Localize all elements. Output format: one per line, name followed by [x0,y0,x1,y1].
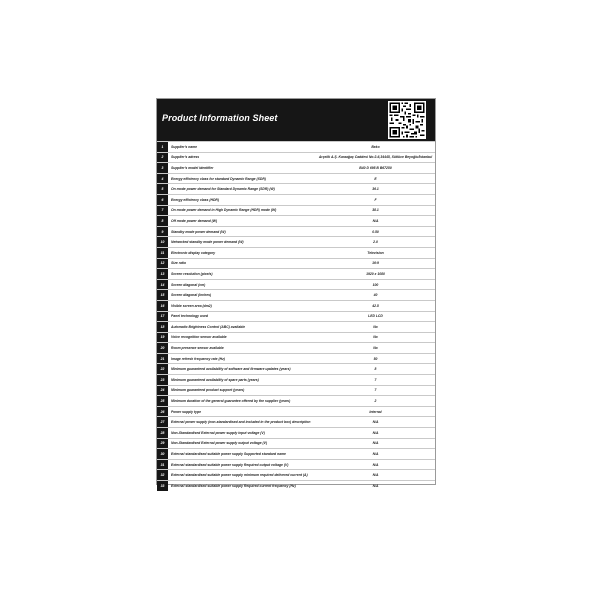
row-value: 100 [372,282,379,287]
row-number: 11 [157,248,168,258]
row-value: B40 D 695 B B67250 [359,165,392,170]
row-label: External standardised suitable power supply minimum required delivered current (A) [171,473,308,478]
row-number: 31 [157,460,168,470]
row-number: 13 [157,269,168,279]
row-number: 21 [157,354,168,364]
table-row [157,438,435,449]
row-label: Screen resolution (pixels) [171,271,213,276]
table-row [157,363,435,374]
row-value: 7 [374,388,377,393]
row-number: 32 [157,470,168,480]
table-row [157,289,435,300]
row-number: 30 [157,449,168,459]
row-number: 3 [157,163,168,173]
row-label: Non-Standardised External power supply output voltage (V) [171,441,268,446]
row-label: Automatic Brightness Control (ABC) available [171,324,246,329]
row-label: On mode power demand in High Dynamic Range (HDR) mode (W) [171,208,277,213]
row-value: 2.0 [373,240,378,245]
row-number: 8 [157,216,168,226]
row-label: Room presence sensor available [171,346,224,351]
row-value: 42.5 [372,303,379,308]
table-row [157,353,435,364]
row-number: 33 [157,481,168,491]
row-value: 0.50 [372,229,379,234]
table-row [157,258,435,269]
row-number: 19 [157,333,168,343]
row-number: 29 [157,439,168,449]
table-row [157,183,435,194]
table-row [157,205,435,216]
row-label: External standardised suitable power supply Supported standard name [171,452,286,457]
row-value: 2 [374,399,377,404]
row-label: External power supply (non-standardised and included in the product box) description [171,420,311,425]
row-value: N/A [372,473,379,478]
table-row [157,321,435,332]
row-number: 10 [157,237,168,247]
row-label: Electronic display category [171,250,216,255]
row-value: N/A [372,430,379,435]
table-row [157,469,435,480]
row-number: 26 [157,407,168,417]
table-row [157,141,435,152]
table-row [157,226,435,237]
row-number: 23 [157,375,168,385]
row-value: LED LCD [368,314,383,319]
row-label: Energy efficiency class for standard Dynamic Range (SDR) [171,176,266,181]
table-row [157,427,435,438]
row-label: Power supply type [171,409,201,414]
row-label: On mode power demand for Standard Dynamic Range (SDR) (W) [171,187,275,192]
table-row [157,480,435,491]
table-row [157,162,435,173]
table-row [157,311,435,322]
row-value: E [374,176,377,181]
row-label: External standardised suitable power supply Required output voltage (V) [171,462,289,467]
row-label: Minimum guaranteed availability of software and firmware updates (years) [171,367,291,372]
table-row [157,300,435,311]
table-row [157,416,435,427]
table-row [157,152,435,163]
sheet-title: Product Information Sheet [162,113,278,123]
table-row [157,215,435,226]
row-label: Supplier's adress [171,155,200,160]
row-number: 12 [157,259,168,269]
spec-table [157,141,435,491]
table-row [157,448,435,459]
row-value: Arçelik A.Ş. Karaağaç Caddesi No:2-6,34445, Sütlüce Beyoğlu/İstanbul [318,155,433,160]
row-label: Standby mode power demand (W) [171,229,226,234]
row-label: External standardised suitable power supply Required current frequency (Hz) [171,483,296,488]
table-row [157,247,435,258]
row-value: 40 [373,293,378,298]
table-row [157,459,435,470]
row-value: 16:9 [372,261,379,266]
product-information-sheet [156,98,436,488]
row-label: Non-Standardised External power supply input voltage (V) [171,430,265,435]
row-label: Image refresh frequency rate (Hz) [171,356,225,361]
row-value: No [373,346,378,351]
table-row [157,236,435,247]
row-number: 9 [157,227,168,237]
row-value: Television [367,250,384,255]
row-value: 8 [374,367,377,372]
row-label: Minimum guaranteed product support (years) [171,388,245,393]
table-row [157,268,435,279]
table-row [157,194,435,205]
row-value: Beko [371,144,380,149]
row-value: N/A [372,483,379,488]
row-value: N/A [372,452,379,457]
row-value: Internal [369,409,382,414]
row-number: 24 [157,386,168,396]
row-value: N/A [372,462,379,467]
sheet-header [157,99,435,141]
row-label: Screen diagonal (cm) [171,282,206,287]
row-number: 4 [157,174,168,184]
row-value: F [374,197,377,202]
row-number: 22 [157,364,168,374]
row-number: 28 [157,428,168,438]
row-number: 25 [157,396,168,406]
row-label: Supplier's name [171,144,198,149]
table-row [157,173,435,184]
row-value: 1920 x 1080 [366,271,385,276]
row-label: Panel technology used [171,314,208,319]
row-number: 6 [157,195,168,205]
row-label: Minimum guaranteed availability of spare parts (years) [171,377,259,382]
row-label: Networked standby mode power demand (W) [171,240,244,245]
row-value: N/A [372,218,379,223]
row-number: 16 [157,301,168,311]
row-value: 36.1 [372,187,379,192]
table-row [157,279,435,290]
row-number: 17 [157,312,168,322]
row-value: N/A [372,420,379,425]
table-row [157,332,435,343]
row-value: 7 [374,377,377,382]
row-value: No [373,335,378,340]
row-number: 1 [157,142,168,152]
row-number: 5 [157,184,168,194]
table-row [157,374,435,385]
row-number: 14 [157,280,168,290]
row-number: 7 [157,206,168,216]
row-label: Off mode power demand (W) [171,218,218,223]
row-number: 20 [157,343,168,353]
row-value: 38.1 [372,208,379,213]
row-label: Energy efficiency class (HDR) [171,197,219,202]
row-label: Minimum duration of the general guarantee offered by the supplier (years) [171,399,291,404]
table-row [157,385,435,396]
row-label: Size ratio [171,261,187,266]
row-value: 50 [373,356,378,361]
row-label: Voice recognition sensor available [171,335,227,340]
row-number: 27 [157,417,168,427]
row-value: No [373,324,378,329]
row-label: Visible screen area (dm2) [171,303,212,308]
row-label: Screen diagonal (inches) [171,293,212,298]
table-row [157,342,435,353]
table-row [157,395,435,406]
row-label: Supplier's model identifier [171,165,214,170]
table-row [157,406,435,417]
row-number: 15 [157,290,168,300]
row-number: 2 [157,153,168,163]
qr-code-icon [388,101,426,139]
row-value: N/A [372,441,379,446]
row-number: 18 [157,322,168,332]
